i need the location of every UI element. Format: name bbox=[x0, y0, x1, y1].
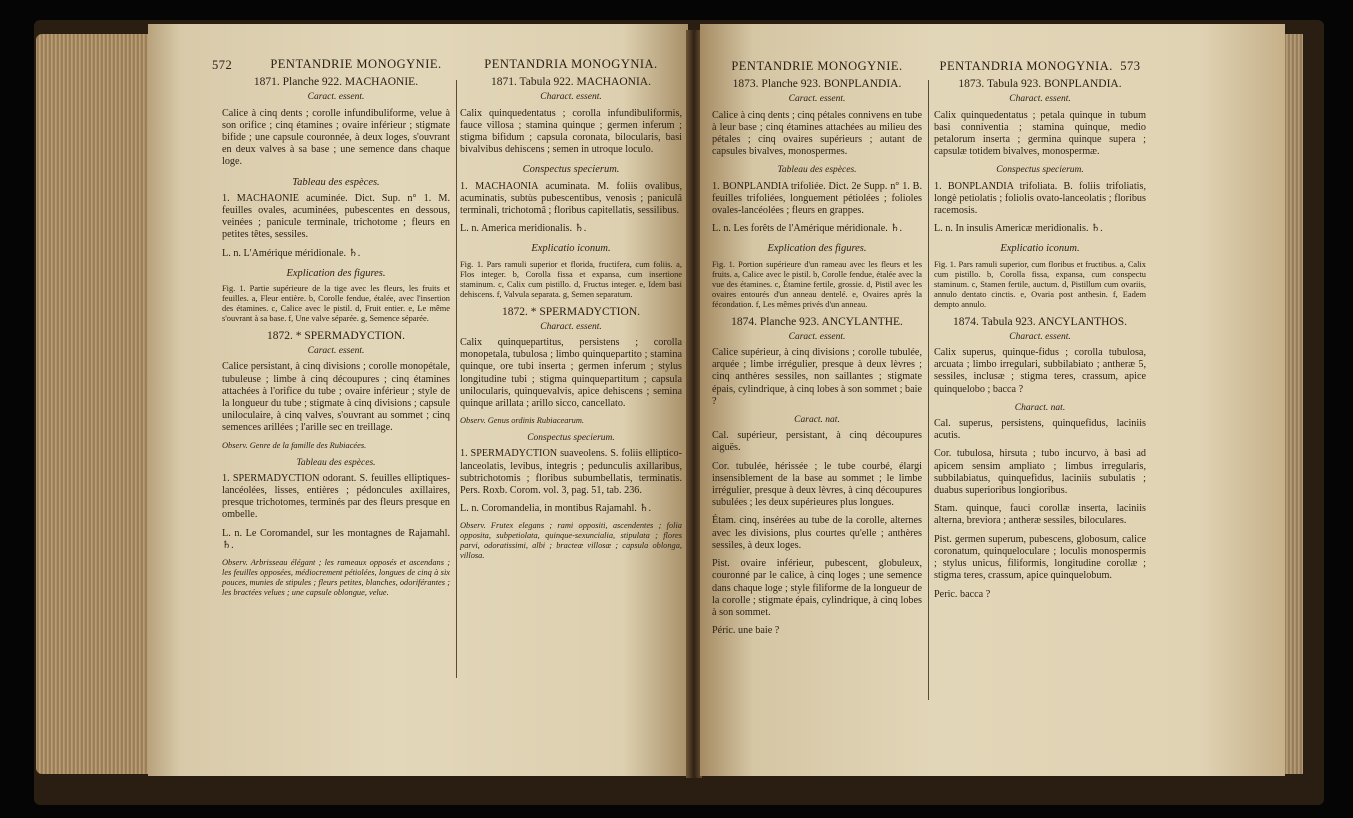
species-entry: 1. SPERMADYCTION suaveolens. S. foliis elliptico-lanceolatis, levibus, integris ; pedunculis axillaribus, subtrichotomis ; floribus subumbellatis, terminatis. Pers. Roxb. Corom. vol. 3, pag. 51, tab. 236. bbox=[460, 448, 682, 497]
caract-heading: Charact. essent. bbox=[540, 92, 602, 103]
right-column-rule bbox=[928, 80, 929, 700]
genus-description: Calice à cinq dents ; corolle infundibuliforme, velue à son orifice ; cinq étamines ; ovaire inférieur ; stigmate bifide ; une capsule couronnée, à deux loges, s'ouvrant en deux valves à sa base ; une semence dans chaque loge. bbox=[222, 107, 450, 168]
corolla-description: Cor. tubulosa, hirsuta ; tubo incurvo, à basi ad apicem sensim ampliato ; limbus irregularis, subbilabiatus, quinquefidus, laciniis subulatis ; duabus superioribus longioribus. bbox=[934, 448, 1146, 497]
pericarp-description: Péric. une baie ? bbox=[712, 625, 780, 637]
conspectus-heading: Conspectus specierum. bbox=[522, 164, 620, 176]
pericarp-description: Peric. bacca ? bbox=[934, 588, 991, 600]
entry-title: 1874. Planche 923. ANCYLANTHE. bbox=[731, 315, 903, 328]
entry-title: 1871. Tabula 922. MACHAONIA. bbox=[491, 76, 651, 89]
stamens-description: Stam. quinque, fauci corollæ inserta, laciniis alterna, breviora ; antheræ sessiles, biloculares. bbox=[934, 503, 1146, 527]
caract-heading: Charact. essent. bbox=[1009, 331, 1071, 342]
genus-description: Calice persistant, à cinq divisions ; corolle monopétale, tubuleuse ; limbe à cinq découpures ; cinq étamines attachées à l'orifice du tube ; ovaire inférieur ; style de la longueur du tube ; stigmate à cinq divisions ; capsule uniloculaire, à cinq valves, s'ouvrant au sommet ; cinq semences arillées ; l'arille sec en treillage. bbox=[222, 361, 450, 434]
running-head-text: PENTANDRIA MONOGYNIA. bbox=[939, 59, 1113, 73]
genus-description: Calix quinquedentatus ; corolla infundibuliformis, fauce villosa ; stamina quinque ; germen inferum ; stigma bifidum ; capsula coronata, bilocularis, basi bivalvibus dehiscens ; semen in utroque loculo. bbox=[460, 107, 682, 156]
caract-heading: Charact. essent. bbox=[1009, 94, 1071, 105]
species-entry: 1. MACHAONIE acuminée. Dict. Sup. n° 1. M. feuilles ovales, acuminées, pubescentes en dessous, veinées ; panicule terminale, trichotome ; fleurs en petites têtes, sessiles. bbox=[222, 192, 450, 241]
right-col-latin bbox=[934, 60, 1146, 607]
iconum-heading: Explicatio iconum. bbox=[1000, 243, 1080, 255]
genus-description: Calice supérieur, à cinq divisions ; corolle tubulée, arquée ; limbe irrégulier, presque à deux lèvres ; cinq anthères sessiles, non saillantes ; stigmate épais, cylindrique, à cinq lobes à son sommet ; baie ? bbox=[712, 347, 922, 407]
genus-description: Calice à cinq dents ; cinq pétales connivens en tube à leur base ; cinq étamines attachées au milieu des pétales ; cinq ovaires supérieurs ; autant de capsules bivalves, monospermes. bbox=[712, 109, 922, 158]
species-table-heading: Tableau des espèces. bbox=[292, 176, 380, 188]
calyx-description: Cal. superus, persistens, quinquefidus, laciniis acutis. bbox=[934, 418, 1146, 442]
iconum-heading: Explicatio iconum. bbox=[531, 243, 611, 255]
natural-characters-heading: Caract. nat. bbox=[794, 415, 840, 426]
figures-heading: Explication des figures. bbox=[767, 243, 867, 255]
caract-heading: Caract. essent. bbox=[307, 346, 365, 357]
stamens-description: Étam. cinq, insérées au tube de la corolle, alternes avec les divisions, plus courtes qu'elle ; anthères sessiles, à deux loges. bbox=[712, 515, 922, 551]
locality: L. n. In insulis Americæ meridionalis. ♄. bbox=[934, 223, 1103, 235]
entry-title: 1873. Planche 923. BONPLANDIA. bbox=[732, 78, 902, 91]
species-entry: 1. MACHAONIA acuminata. M. foliis ovalibus, acuminatis, subtùs pubescentibus, venosis ; paniculâ terminali, trichotomâ ; floribus capitellatis, sessilibus. bbox=[460, 180, 682, 217]
locality: L. n. Coromandelia, in montibus Rajamahl. ♄. bbox=[460, 503, 652, 515]
figures-explanation: Fig. 1. Portion supérieure d'un rameau avec les fleurs et les fruits. a, Calice avec le pistil. b, Corolle fendue, étalée avec la vue des étamines. c, Étamine fertile, grossie. d, Pistil avec les ovaires entourés d'un anneau dentelé. e, Ovaires après la fécondation. f, Les mêmes privés d'un anneau. bbox=[712, 259, 922, 309]
entry-title: 1872. * SPERMADYCTION. bbox=[266, 330, 405, 343]
species-entry: 1. SPERMADYCTION odorant. S. feuilles elliptiques-lancéolées, lisses, entières ; pédoncules axillaires, presque trichotomes, terminés par des fleurs presque en ombelle. bbox=[222, 472, 450, 521]
calyx-description: Cal. supérieur, persistant, à cinq découpures aiguës. bbox=[712, 430, 922, 454]
entry-title: 1874. Tabula 923. ANCYLANTHOS. bbox=[952, 315, 1128, 328]
left-column-rule bbox=[456, 80, 457, 678]
figures-explanation: Fig. 1. Pars ramuli superior, cum floribus et fructibus. a, Calix cum pistillo. b, Corolla fissa, expansa, cum conspectu staminum. c, Stamen fertile, auctum. d, Pistillum cum ovariis, annulo dentato cinctis. e, Ovaria post anthesin. f, Eadem dempto annulo. bbox=[934, 259, 1146, 309]
corolla-description: Cor. tubulée, hérissée ; le tube courbé, élargi insensiblement de la base au sommet ; le limbe irrégulier, presque à deux lèvres, à cinq découpures subulées ; les deux supérieures plus longues. bbox=[712, 460, 922, 509]
observation-note: Observ. Arbrisseau élégant ; les rameaux opposés et ascendans ; les feuilles opposées, médiocrement pétiolées, longues de cinq à six pouces, munies de stipules ; fleurs petites, blanches, odoriférantes ; les bractées velues ; une capsule oblongue, velue. bbox=[222, 558, 450, 598]
left-col-french bbox=[222, 58, 450, 604]
running-head bbox=[934, 60, 1146, 72]
genus-description: Calix quinquepartitus, persistens ; corolla monopetala, tubulosa ; limbo quinquepartito ; stamina quinque, ore tubi inserta ; germen inferum ; stylus longitudine tubi ; stigma quinquepartitum ; capsula unilocularis, quinquevalvis, apice dehiscens ; semina quinque arillata ; arillo sicco, cancellato. bbox=[460, 337, 682, 410]
figures-heading: Explication des figures. bbox=[286, 267, 386, 279]
figures-explanation: Fig. 1. Pars ramuli superior et florida, fructifera, cum foliis. a, Flos integer. b, Corolla fissa et expansa, cum insertione staminum. c, Calix cum pistillo. d, Fructus integer. e, Idem basi dehiscens. f, Valvula separata. g, Semen separatum. bbox=[460, 259, 682, 299]
genus-description: Calix superus, quinque-fidus ; corolla tubulosa, arcuata ; limbo irregulari, subbilabiato ; antheræ 5, sessiles, inclusæ ; stigma teres, crassum, apice quinquelobo ; bacca ? bbox=[934, 347, 1146, 395]
natural-characters-heading: Charact. nat. bbox=[1014, 402, 1066, 413]
conspectus-heading: Conspectus specierum. bbox=[996, 165, 1084, 176]
caract-heading: Caract. essent. bbox=[788, 94, 846, 105]
entry-title: 1871. Planche 922. MACHAONIE. bbox=[253, 76, 419, 89]
locality: L. n. America meridionalis. ♄. bbox=[460, 223, 587, 235]
figures-explanation: Fig. 1. Partie supérieure de la tige avec les fleurs, les fruits et feuilles. a, Fleur entière. b, Corolle fendue, étalée, avec l'insertion des étamines. c, Calice avec le pistil. d, Fruit entier. e, Le même s'ouvrant à sa base. f, Une valve séparée. g, Semence séparée. bbox=[222, 284, 450, 324]
genus-description: Calix quinquedentatus ; petala quinque in tubum basi conniventia ; stamina quinque, medio petalorum inserta ; germina quinque supera ; capsulæ totidem bivalves, monospermæ. bbox=[934, 109, 1146, 158]
left-col-latin bbox=[460, 58, 682, 567]
running-head: PENTANDRIE MONOGYNIE. bbox=[731, 59, 903, 73]
pistil-description: Pist. germen superum, pubescens, globosum, calice coronatum, quinqueloculare ; loculis monospermis ; stylus unicus, filiformis, longitudine corollæ ; stigma teres, crassum, apice quinquelobum. bbox=[934, 533, 1146, 582]
caract-heading: Caract. essent. bbox=[307, 92, 365, 103]
species-entry: 1. BONPLANDIA trifoliata. B. foliis trifoliatis, longè petiolatis ; foliolis ovato-lanceolatis ; floribus racemosis. bbox=[934, 180, 1146, 217]
caract-heading: Charact. essent. bbox=[540, 321, 602, 332]
right-page-number: 573 bbox=[1120, 59, 1141, 73]
entry-title: 1873. Tabula 923. BONPLANDIA. bbox=[958, 78, 1122, 91]
running-head: PENTANDRIA MONOGYNIA. bbox=[484, 57, 658, 71]
caract-heading: Caract. essent. bbox=[788, 331, 846, 342]
observation: Observ. Genre de la famille des Rubiacées. bbox=[222, 440, 367, 450]
pistil-description: Pist. ovaire inférieur, pubescent, globuleux, couronné par le calice, à cinq loges ; une semence dans chaque loge ; style filiforme de la longueur de la corolle ; stigmate épais, cylindrique, à cinq lobes à son sommet. bbox=[712, 558, 922, 618]
right-col-french bbox=[712, 60, 922, 643]
species-table-heading: Tableau des espèces. bbox=[296, 457, 376, 468]
species-entry: 1. BONPLANDIA trifoliée. Dict. 2e Supp. n° 1. B. feuilles trifoliées, longuement pétiolées ; folioles ovales-lancéolées ; fleurs en grappes. bbox=[712, 180, 922, 217]
locality: L. n. Les forêts de l'Amérique méridionale. ♄. bbox=[712, 223, 903, 235]
page-edges-left bbox=[36, 34, 148, 774]
species-table-heading: Tableau des espèces. bbox=[777, 165, 857, 176]
conspectus-heading: Conspectus specierum. bbox=[527, 433, 615, 444]
left-page-number: 572 bbox=[212, 58, 233, 72]
entry-title: 1872. * SPERMADYCTION. bbox=[501, 305, 640, 318]
locality: L. n. L'Amérique méridionale. ♄. bbox=[222, 247, 361, 259]
locality: L. n. Le Coromandel, sur les montagnes de Rajamahl. ♄. bbox=[222, 527, 450, 551]
observation-note: Observ. Frutex elegans ; rami oppositi, ascendentes ; folia opposita, subpetiolata, quinque-sexuncialia, stipulata ; flores parvi, odoratissimi, albi ; bracteæ villosæ ; capsula oblonga, villosa. bbox=[460, 521, 682, 561]
running-head: PENTANDRIE MONOGYNIE. bbox=[270, 57, 442, 71]
observation: Observ. Genus ordinis Rubiacearum. bbox=[460, 416, 584, 426]
page-edges-right bbox=[1283, 34, 1303, 774]
